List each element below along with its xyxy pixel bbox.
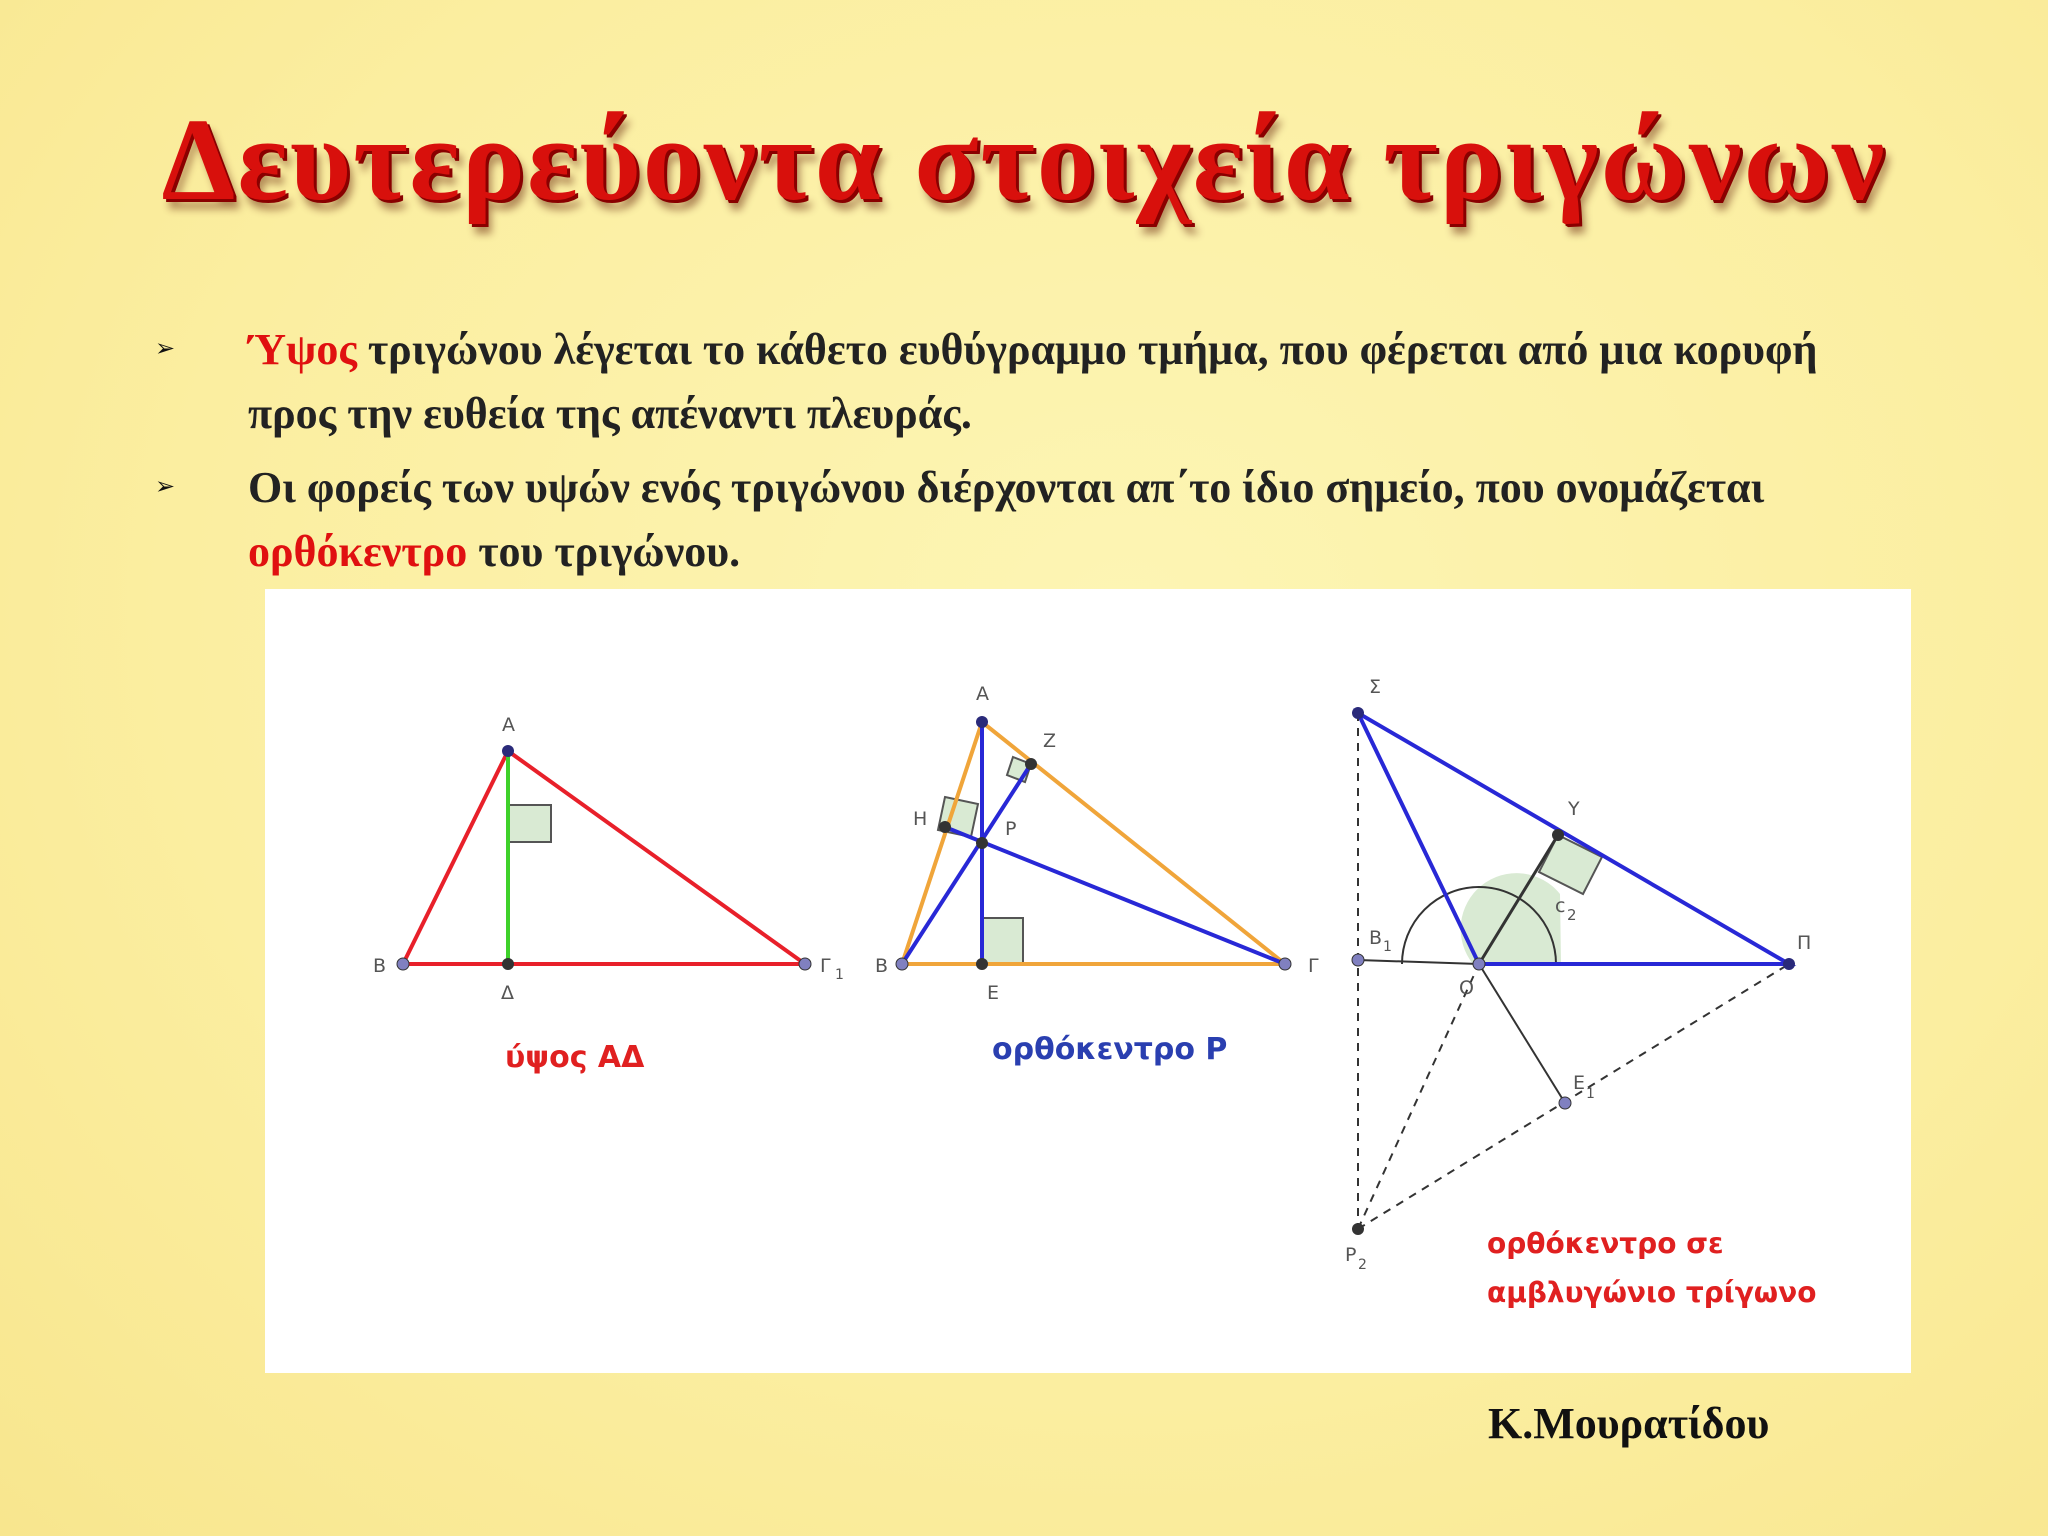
label-p2-sub: 2 [1358, 1257, 1367, 1273]
dashed-p2p [1358, 964, 1789, 1229]
dashed-p2o [1358, 964, 1479, 1229]
label-g-sub: 1 [835, 967, 844, 983]
label-b1: B [1369, 927, 1383, 949]
point-g [799, 958, 811, 970]
label-c: c [1555, 895, 1566, 917]
label-a: A [502, 714, 515, 736]
point-z [1025, 758, 1037, 770]
right-angle-mark [508, 805, 551, 842]
point-b1 [1352, 954, 1364, 966]
geometry-figure [265, 589, 1911, 1373]
label-y: Y [1568, 798, 1580, 820]
point-p [976, 837, 988, 849]
slide-title: Δευτερεύοντα στοιχεία τριγώνων [161, 94, 1887, 225]
label-b: B [875, 955, 889, 977]
diagram-altitude [373, 714, 844, 1075]
segment-ob1 [1358, 960, 1479, 964]
point-y [1552, 829, 1564, 841]
point-p2 [1352, 1223, 1364, 1235]
bullet-body-end: του τριγώνου. [467, 527, 741, 576]
label-p: P [1005, 818, 1017, 840]
label-p2: P [1345, 1244, 1357, 1266]
label-b: B [373, 955, 387, 977]
label-g: Γ [1308, 955, 1319, 977]
caption-orthocenter: ορθόκεντρο Ρ [992, 1032, 1228, 1067]
segment-oe1 [1479, 964, 1565, 1103]
right-angle-mark [982, 918, 1023, 964]
label-h: H [913, 808, 928, 830]
label-a: A [976, 683, 989, 705]
point-a [502, 745, 514, 757]
point-e1 [1559, 1097, 1571, 1109]
diagram-orthocenter [875, 683, 1319, 1067]
diagram-obtuse [1345, 676, 1816, 1309]
triangle-abg-orange [902, 722, 1285, 964]
bullet-body: Οι φορείς των υψών ενός τριγώνου διέρχονται απ΄το ίδιο σημείο, που ονομάζεται [248, 463, 1765, 512]
label-e1-sub: 1 [1586, 1086, 1595, 1102]
caption-altitude: ύψος ΑΔ [505, 1040, 645, 1075]
label-e: E [987, 982, 1000, 1004]
bullet-item-altitude [150, 318, 1910, 446]
bullet-text [248, 318, 1910, 446]
bullet-body: τριγώνου λέγεται το κάθετο ευθύγραμμο τμήμα, που φέρεται από μια κορυφή προς την ευθεία της απέναντι πλευράς. [248, 325, 1818, 438]
author-name: Κ.Μουρατίδου [1488, 1399, 1770, 1448]
caption-obtuse-line1: ορθόκεντρο σε [1487, 1227, 1724, 1260]
triangle-abg [403, 751, 805, 964]
bullet-item-orthocenter [150, 456, 1910, 584]
label-e1: E [1573, 1072, 1586, 1094]
point-b [896, 958, 908, 970]
highlight-term: ορθόκεντρο [248, 527, 468, 576]
point-b [397, 958, 409, 970]
point-a [976, 716, 988, 728]
label-b1-sub: 1 [1383, 939, 1392, 955]
point-s [1352, 707, 1364, 719]
label-d: Δ [501, 982, 514, 1004]
point-p [1783, 958, 1795, 970]
point-h [939, 821, 951, 833]
label-o: O [1459, 977, 1474, 999]
arrow-bullet-icon: ➢ [155, 472, 176, 500]
label-p: Π [1797, 932, 1812, 954]
bullet-list [150, 318, 1910, 594]
caption-obtuse-line2: αμβλυγώνιο τρίγωνο [1487, 1276, 1817, 1309]
point-d [502, 958, 514, 970]
label-s: Σ [1369, 676, 1382, 698]
bullet-text [248, 456, 1910, 584]
point-e [976, 958, 988, 970]
label-c-sub: 2 [1567, 906, 1577, 924]
triangles-diagram [265, 589, 1911, 1373]
point-g [1279, 958, 1291, 970]
triangle-spo [1358, 713, 1789, 964]
label-g: Γ [820, 955, 831, 977]
highlight-term: Ύψος [248, 325, 357, 374]
label-z: Z [1043, 730, 1057, 752]
arrow-bullet-icon: ➢ [155, 334, 176, 362]
point-o [1473, 958, 1485, 970]
